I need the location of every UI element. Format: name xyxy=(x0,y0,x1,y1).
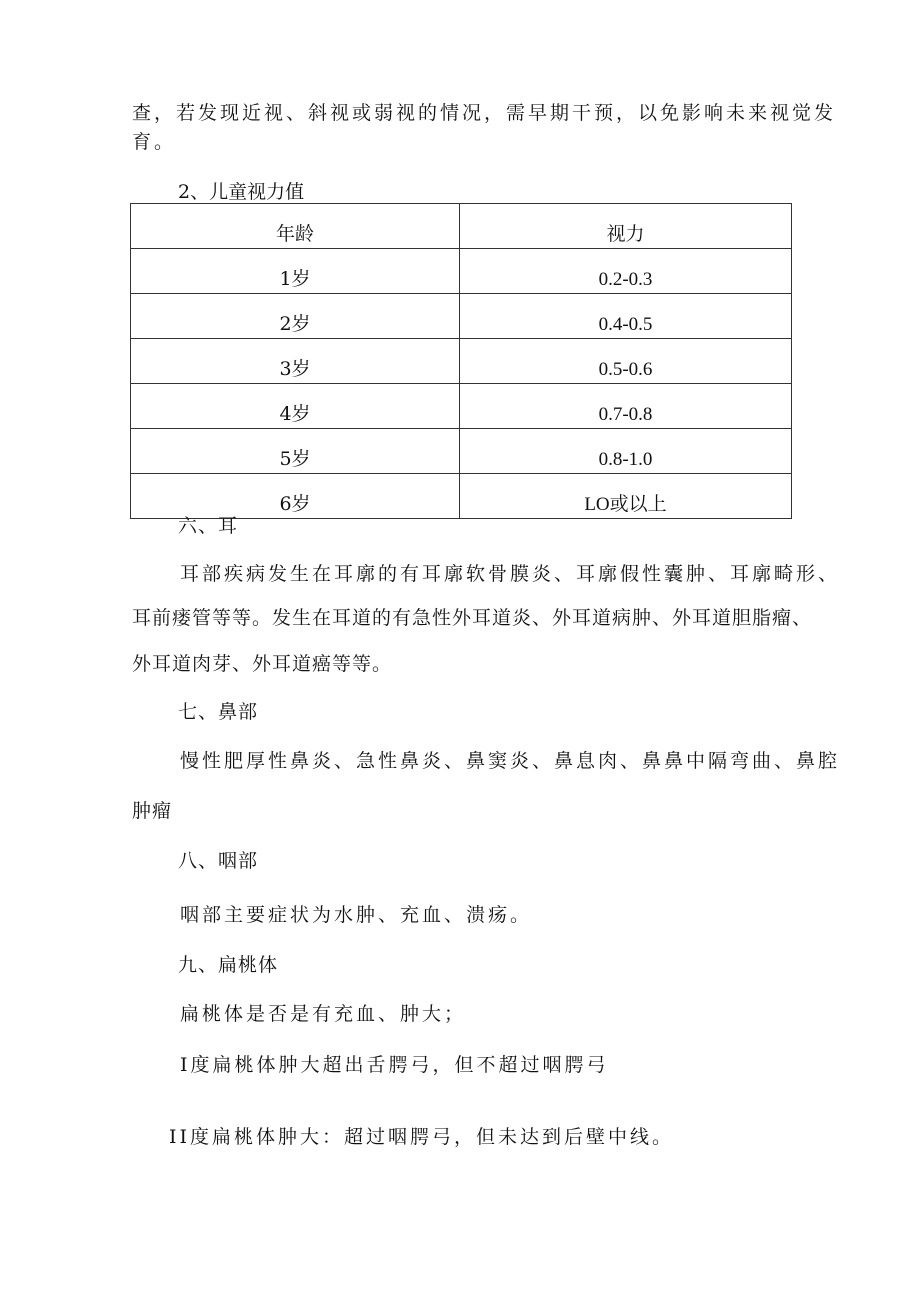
vision-cell: LO或以上 xyxy=(460,474,792,519)
vision-cell: 0.8-1.0 xyxy=(460,429,792,474)
vision-cell: 0.7-0.8 xyxy=(460,384,792,429)
ear-paragraph-line-1: 耳部疾病发生在耳廓的有耳廓软骨膜炎、耳廓假性囊肿、耳廓畸形、 xyxy=(180,563,841,585)
vision-table xyxy=(130,203,792,519)
pharynx-heading: 八、咽部 xyxy=(178,850,259,872)
vision-section-title: 2、儿童视力值 xyxy=(178,181,305,203)
tonsil-heading: 九、扁桃体 xyxy=(178,954,279,976)
ear-heading: 六、耳 xyxy=(178,515,239,537)
tonsil-paragraph: 扁桃体是否是有充血、肿大； xyxy=(180,1003,467,1025)
intro-line-2: 育。 xyxy=(132,131,177,153)
table-header-row xyxy=(131,204,792,249)
age-cell: 1岁 xyxy=(131,249,460,294)
header-age: 年龄 xyxy=(131,204,460,249)
table-row xyxy=(131,384,792,429)
vision-cell: 0.2-0.3 xyxy=(460,249,792,294)
pharynx-paragraph: 咽部主要症状为水肿、充血、溃疡。 xyxy=(180,904,533,926)
tonsil-degree-1: I度扁桃体肿大超出舌腭弓，但不超过咽腭弓 xyxy=(180,1054,609,1076)
nose-heading: 七、鼻部 xyxy=(178,701,259,723)
age-cell: 5岁 xyxy=(131,429,460,474)
age-cell: 2岁 xyxy=(131,294,460,339)
vision-cell: 0.5-0.6 xyxy=(460,339,792,384)
nose-paragraph-line-2: 肿瘤 xyxy=(132,800,173,822)
ear-paragraph-line-3: 外耳道肉芽、外耳道癌等等。 xyxy=(132,653,393,675)
age-cell: 6岁 xyxy=(131,474,460,519)
ear-paragraph-line-2: 耳前瘘管等等。发生在耳道的有急性外耳道炎、外耳道病肿、外耳道胆脂瘤、 xyxy=(132,607,813,629)
tonsil-degree-2: II度扁桃体肿大：超过咽腭弓，但未达到后壁中线。 xyxy=(169,1126,675,1148)
age-cell: 4岁 xyxy=(131,384,460,429)
table-row xyxy=(131,474,792,519)
table-row xyxy=(131,339,792,384)
table-row xyxy=(131,429,792,474)
age-cell: 3岁 xyxy=(131,339,460,384)
table-row xyxy=(131,249,792,294)
table-row xyxy=(131,294,792,339)
nose-paragraph-line-1: 慢性肥厚性鼻炎、急性鼻炎、鼻窦炎、鼻息肉、鼻鼻中隔弯曲、鼻腔 xyxy=(180,750,841,772)
vision-cell: 0.4-0.5 xyxy=(460,294,792,339)
header-vision: 视力 xyxy=(460,204,792,249)
intro-line-1: 查，若发现近视、斜视或弱视的情况，需早期干预，以免影响未来视觉发 xyxy=(132,102,837,124)
